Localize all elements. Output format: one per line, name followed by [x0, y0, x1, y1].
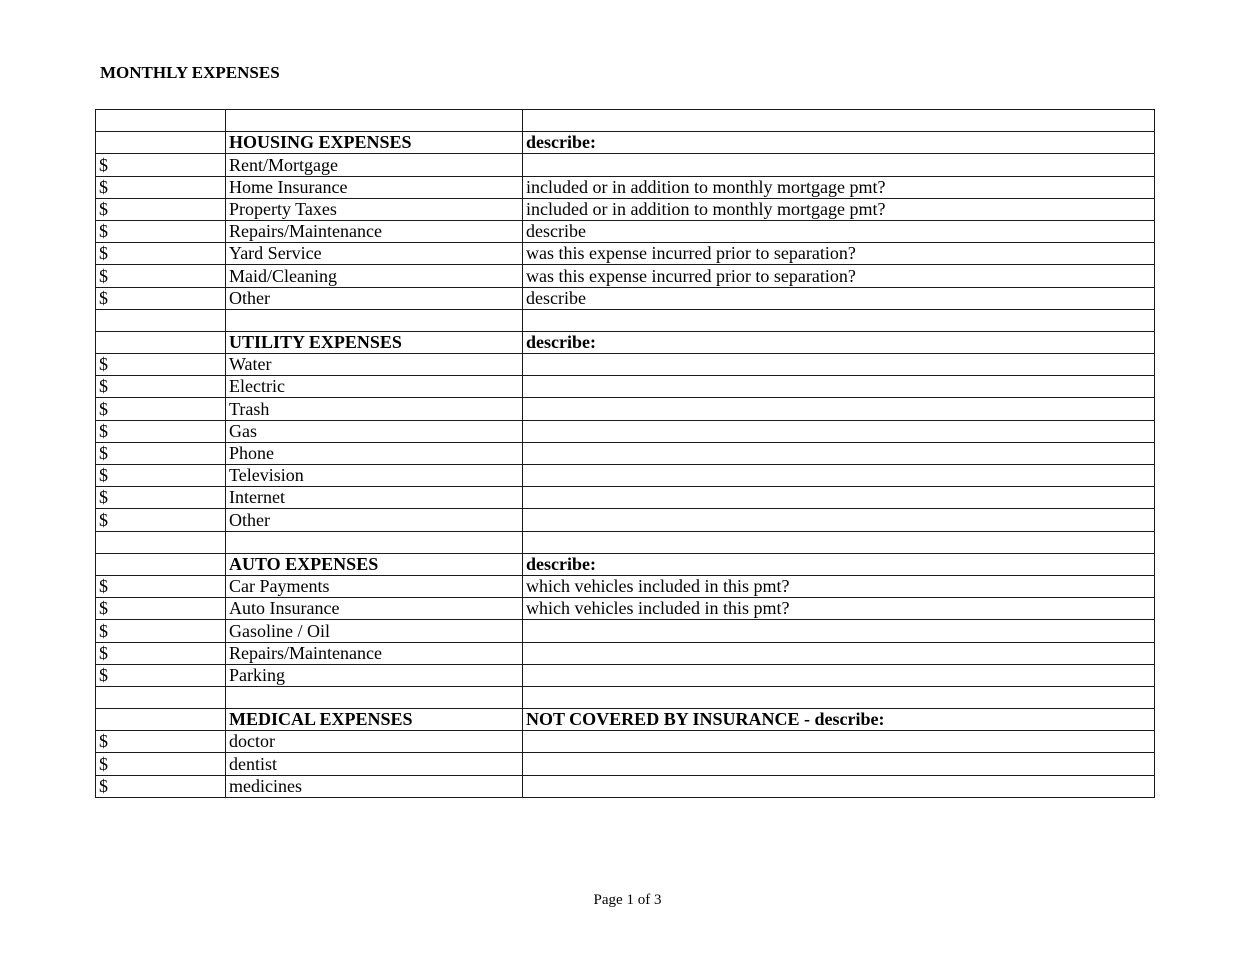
expense-row [96, 598, 1155, 620]
expense-item-cell: Parking [226, 664, 523, 686]
description-cell[interactable]: describe [523, 220, 1155, 242]
description-cell[interactable]: included or in addition to monthly mortgage pmt? [523, 198, 1155, 220]
expense-item-cell: Auto Insurance [226, 598, 523, 620]
expense-row [96, 575, 1155, 597]
expense-row [96, 442, 1155, 464]
amount-cell[interactable]: $ [96, 664, 226, 686]
section-header-row [96, 132, 1155, 154]
expense-row [96, 465, 1155, 487]
description-cell[interactable]: describe [523, 287, 1155, 309]
spacer-row [96, 686, 1155, 708]
amount-cell [96, 553, 226, 575]
amount-cell[interactable]: $ [96, 420, 226, 442]
expense-item-cell: Gasoline / Oil [226, 620, 523, 642]
expense-item-cell: Other [226, 509, 523, 531]
description-cell[interactable] [523, 731, 1155, 753]
amount-cell[interactable]: $ [96, 376, 226, 398]
section-describe-label: NOT COVERED BY INSURANCE - describe: [523, 709, 1155, 731]
section-header-row [96, 553, 1155, 575]
description-cell[interactable] [523, 354, 1155, 376]
expense-item-cell: Home Insurance [226, 176, 523, 198]
amount-cell[interactable]: $ [96, 487, 226, 509]
amount-cell[interactable]: $ [96, 287, 226, 309]
amount-cell [96, 686, 226, 708]
description-cell[interactable] [523, 509, 1155, 531]
section-header-row [96, 709, 1155, 731]
expense-item-cell: Internet [226, 487, 523, 509]
amount-cell [96, 531, 226, 553]
description-cell[interactable] [523, 420, 1155, 442]
expense-row [96, 620, 1155, 642]
expense-row [96, 642, 1155, 664]
amount-cell[interactable]: $ [96, 154, 226, 176]
description-cell[interactable] [523, 642, 1155, 664]
expense-row [96, 509, 1155, 531]
description-cell [523, 531, 1155, 553]
section-title-cell: UTILITY EXPENSES [226, 331, 523, 353]
expense-item-cell: Electric [226, 376, 523, 398]
expense-item-cell: Trash [226, 398, 523, 420]
expense-row [96, 420, 1155, 442]
document-title: MONTHLY EXPENSES [100, 63, 280, 82]
amount-cell [96, 132, 226, 154]
expense-item-cell [226, 686, 523, 708]
description-cell[interactable] [523, 465, 1155, 487]
amount-cell[interactable]: $ [96, 775, 226, 797]
expense-item-cell: Car Payments [226, 575, 523, 597]
description-cell[interactable] [523, 376, 1155, 398]
amount-cell[interactable]: $ [96, 243, 226, 265]
spacer-row [96, 531, 1155, 553]
amount-cell[interactable]: $ [96, 753, 226, 775]
description-cell[interactable] [523, 398, 1155, 420]
description-cell[interactable]: which vehicles included in this pmt? [523, 575, 1155, 597]
amount-cell[interactable]: $ [96, 509, 226, 531]
description-cell[interactable] [523, 620, 1155, 642]
expense-item-cell [226, 309, 523, 331]
section-title-cell: HOUSING EXPENSES [226, 132, 523, 154]
amount-cell[interactable]: $ [96, 442, 226, 464]
section-describe-label: describe: [523, 132, 1155, 154]
expense-row [96, 243, 1155, 265]
expense-row [96, 154, 1155, 176]
description-cell[interactable]: was this expense incurred prior to separation? [523, 265, 1155, 287]
expense-item-cell: Television [226, 465, 523, 487]
expense-item-cell: Other [226, 287, 523, 309]
expense-row [96, 176, 1155, 198]
expense-row [96, 265, 1155, 287]
amount-cell[interactable]: $ [96, 265, 226, 287]
description-cell[interactable] [523, 442, 1155, 464]
amount-cell[interactable]: $ [96, 220, 226, 242]
expense-row [96, 398, 1155, 420]
expenses-table-body [96, 110, 1155, 798]
description-cell[interactable] [523, 664, 1155, 686]
expenses-table [95, 109, 1155, 798]
amount-cell[interactable]: $ [96, 642, 226, 664]
amount-cell[interactable]: $ [96, 575, 226, 597]
section-title-cell: MEDICAL EXPENSES [226, 709, 523, 731]
section-describe-label: describe: [523, 553, 1155, 575]
description-cell[interactable] [523, 775, 1155, 797]
expense-row [96, 198, 1155, 220]
expense-row [96, 753, 1155, 775]
description-cell[interactable]: was this expense incurred prior to separation? [523, 243, 1155, 265]
expense-row [96, 487, 1155, 509]
amount-cell[interactable]: $ [96, 198, 226, 220]
expense-item-cell: Water [226, 354, 523, 376]
amount-cell[interactable]: $ [96, 176, 226, 198]
amount-cell [96, 110, 226, 132]
expense-row [96, 376, 1155, 398]
section-describe-label: describe: [523, 331, 1155, 353]
expense-item-cell: Yard Service [226, 243, 523, 265]
amount-cell[interactable]: $ [96, 598, 226, 620]
page-number: Page 1 of 3 [593, 892, 662, 908]
spacer-row [96, 309, 1155, 331]
expense-item-cell: Repairs/Maintenance [226, 642, 523, 664]
expense-item-cell: dentist [226, 753, 523, 775]
expense-item-cell: Gas [226, 420, 523, 442]
amount-cell[interactable]: $ [96, 620, 226, 642]
expense-row [96, 664, 1155, 686]
amount-cell [96, 309, 226, 331]
expense-row [96, 220, 1155, 242]
expense-item-cell [226, 110, 523, 132]
description-cell [523, 309, 1155, 331]
spacer-row [96, 110, 1155, 132]
expense-row [96, 775, 1155, 797]
expense-item-cell: Property Taxes [226, 198, 523, 220]
description-cell [523, 110, 1155, 132]
description-cell[interactable] [523, 487, 1155, 509]
amount-cell[interactable]: $ [96, 398, 226, 420]
amount-cell [96, 331, 226, 353]
expense-item-cell [226, 531, 523, 553]
amount-cell[interactable]: $ [96, 731, 226, 753]
description-cell [523, 686, 1155, 708]
section-header-row [96, 331, 1155, 353]
section-title-cell: AUTO EXPENSES [226, 553, 523, 575]
description-cell[interactable] [523, 753, 1155, 775]
expense-item-cell: medicines [226, 775, 523, 797]
expense-item-cell: doctor [226, 731, 523, 753]
amount-cell[interactable]: $ [96, 354, 226, 376]
amount-cell [96, 709, 226, 731]
description-cell[interactable]: which vehicles included in this pmt? [523, 598, 1155, 620]
expense-row [96, 354, 1155, 376]
expense-row [96, 731, 1155, 753]
expense-item-cell: Rent/Mortgage [226, 154, 523, 176]
description-cell[interactable] [523, 154, 1155, 176]
expense-row [96, 287, 1155, 309]
description-cell[interactable]: included or in addition to monthly mortgage pmt? [523, 176, 1155, 198]
amount-cell[interactable]: $ [96, 465, 226, 487]
expense-item-cell: Maid/Cleaning [226, 265, 523, 287]
expense-item-cell: Repairs/Maintenance [226, 220, 523, 242]
expense-item-cell: Phone [226, 442, 523, 464]
